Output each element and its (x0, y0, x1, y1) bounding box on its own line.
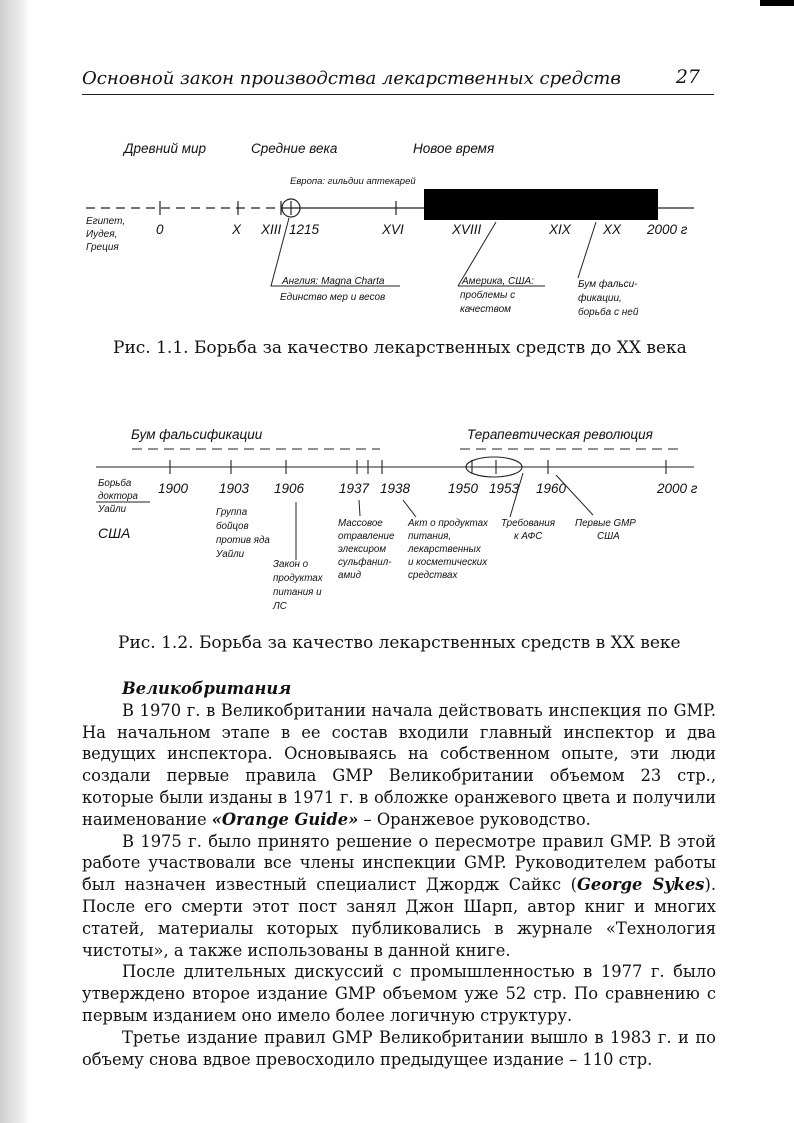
era-modern: Новое время (413, 141, 495, 156)
note-1938-line: лекарственных (408, 544, 481, 555)
note-america-line: качеством (460, 304, 511, 315)
tick-label-2000: 2000 г (647, 222, 688, 237)
tick-label-1903: 1903 (219, 481, 250, 496)
note-boom-line: Бум фальси- (578, 279, 638, 290)
paragraph-text: В 1970 г. в Великобритании начала действовать инспекция по GMP. На начальном этапе в ее состав входили главный инспектор и два ведущих инспектора. Основываясь на собственном опыте, эти люди создали первые правила GMP Великобритании объемом 23 стр., которые были изданы в 1971 г. в обложке оранжевого цвета и получили наименование (82, 700, 716, 829)
george-sykes-name: George Sykes (576, 875, 705, 895)
note-1937-line: Массовое (338, 518, 383, 529)
running-title: Основной закон производства лекарственных средств (82, 68, 621, 89)
tick-label-x: X (232, 222, 242, 237)
note-1937-line: амид (338, 570, 362, 581)
era-middle-ages: Средние века (251, 141, 338, 156)
note-group-line: Уайли (216, 549, 245, 560)
paragraph-text: ). После его смерти этот пост занял Джон Шарп, автор книг и многих статей, материалы которых публиковались в журнале «Технология чистоты», а также использованы в данной книге. (82, 875, 716, 960)
note-law1906-line: ЛС (273, 601, 287, 612)
paragraph-2 (82, 831, 716, 962)
note-1960-line: США (597, 531, 620, 542)
usa-label: США (98, 525, 131, 541)
tick-label-1900: 1900 (158, 481, 189, 496)
tick-label-0: 0 (156, 222, 164, 237)
pointer-1937 (359, 500, 360, 516)
left-note-line: Греция (86, 242, 119, 253)
note-group-line: Группа (216, 507, 248, 518)
paragraph-4: Третье издание правил GMP Великобритании вышло в 1983 г. и по объему снова вдвое превосходило предыдущее издание – 110 стр. (82, 1027, 716, 1069)
section-title: Великобритания (122, 679, 292, 698)
paragraph-text: – Оранжевое руководство. (358, 809, 591, 829)
left-note-line: Уайли (98, 504, 127, 515)
era-ancient: Древний мир (124, 141, 207, 156)
note-1953-line: Требования (501, 518, 555, 529)
page-number: 27 (675, 66, 700, 88)
revolution-label: Терапевтическая революция (467, 427, 653, 442)
pointer-1938 (403, 500, 416, 517)
note-1953-line: к АФС (514, 531, 543, 542)
paragraph-text: В 1975 г. было принято решение о пересмотре правил GMP. В этой работе участвовали все члены инспекции GMP. Руководителем работы был назначен известный специалист Джордж Сайкс ( (82, 831, 716, 895)
left-note-line: Борьба (98, 478, 132, 489)
tick-label-xx: XX (603, 222, 622, 237)
note-1937-line: элексиром (338, 544, 387, 555)
paragraph-1 (82, 700, 716, 831)
tick-label-1960: 1960 (536, 481, 567, 496)
note-law1906-line: Закон о (273, 559, 309, 570)
note-law1906-line: питания и (273, 587, 322, 598)
note-america-line: Америка, США: (462, 276, 534, 287)
figure-1-2-caption: Рис. 1.2. Борьба за качество лекарственных средств в XX веке (118, 633, 681, 653)
paragraph-3: После длительных дискуссий с промышленностью в 1977 г. было утверждено второе издание GMP объемом уже 52 стр. По сравнению с первым изданием оно имело более логичную структуру. (82, 962, 716, 1025)
note-boom-line: фикации, (578, 293, 622, 304)
tick-label-xvi: XVI (382, 222, 404, 237)
note-england-line: Единство мер и весов (280, 292, 386, 303)
note-1938-line: средствах (408, 570, 458, 581)
orange-guide-term: «Orange Guide» (211, 809, 359, 829)
note-america-line: проблемы с (460, 290, 516, 301)
note-group-line: против яда (216, 535, 270, 546)
note-england-line: Англия: Magna Charta (282, 276, 385, 287)
tick-label-2000: 2000 г (657, 481, 698, 496)
note-1938-line: Акт о продуктах (408, 518, 488, 529)
tick-label-1950: 1950 (448, 481, 479, 496)
note-law1906-line: продуктах (273, 573, 323, 584)
europe-note: Европа: гильдии аптекарей (290, 176, 416, 187)
tick-label-1953: 1953 (489, 481, 520, 496)
tick-label-1906: 1906 (274, 481, 305, 496)
note-1937-line: отравление (338, 531, 395, 542)
left-note-line: доктора (98, 491, 138, 502)
note-boom-line: борьба с ней (578, 307, 639, 318)
figure-1-1-caption: Рис. 1.1. Борьба за качество лекарственных средств до XX века (113, 338, 687, 358)
note-1960-line: Первые GMP (575, 518, 636, 529)
left-note-line: Египет, (86, 216, 126, 227)
tick-label-1937: 1937 (339, 481, 370, 496)
note-group-line: бойцов (216, 521, 249, 532)
left-note-line: Иудея, (86, 229, 118, 240)
body-text (82, 678, 716, 1070)
tick-label-xiii: XIII (261, 222, 282, 237)
note-1937-line: сульфанил- (338, 557, 392, 568)
boom-label: Бум фальсификации (131, 427, 263, 442)
tick-label-xix: XIX (549, 222, 571, 237)
tick-label-xviii: XVIII (452, 222, 482, 237)
tick-label-1938: 1938 (380, 481, 411, 496)
tick-label-1215: 1215 (289, 222, 320, 237)
note-1938-line: питания, (408, 531, 452, 542)
note-1938-line: и косметических (408, 557, 488, 568)
